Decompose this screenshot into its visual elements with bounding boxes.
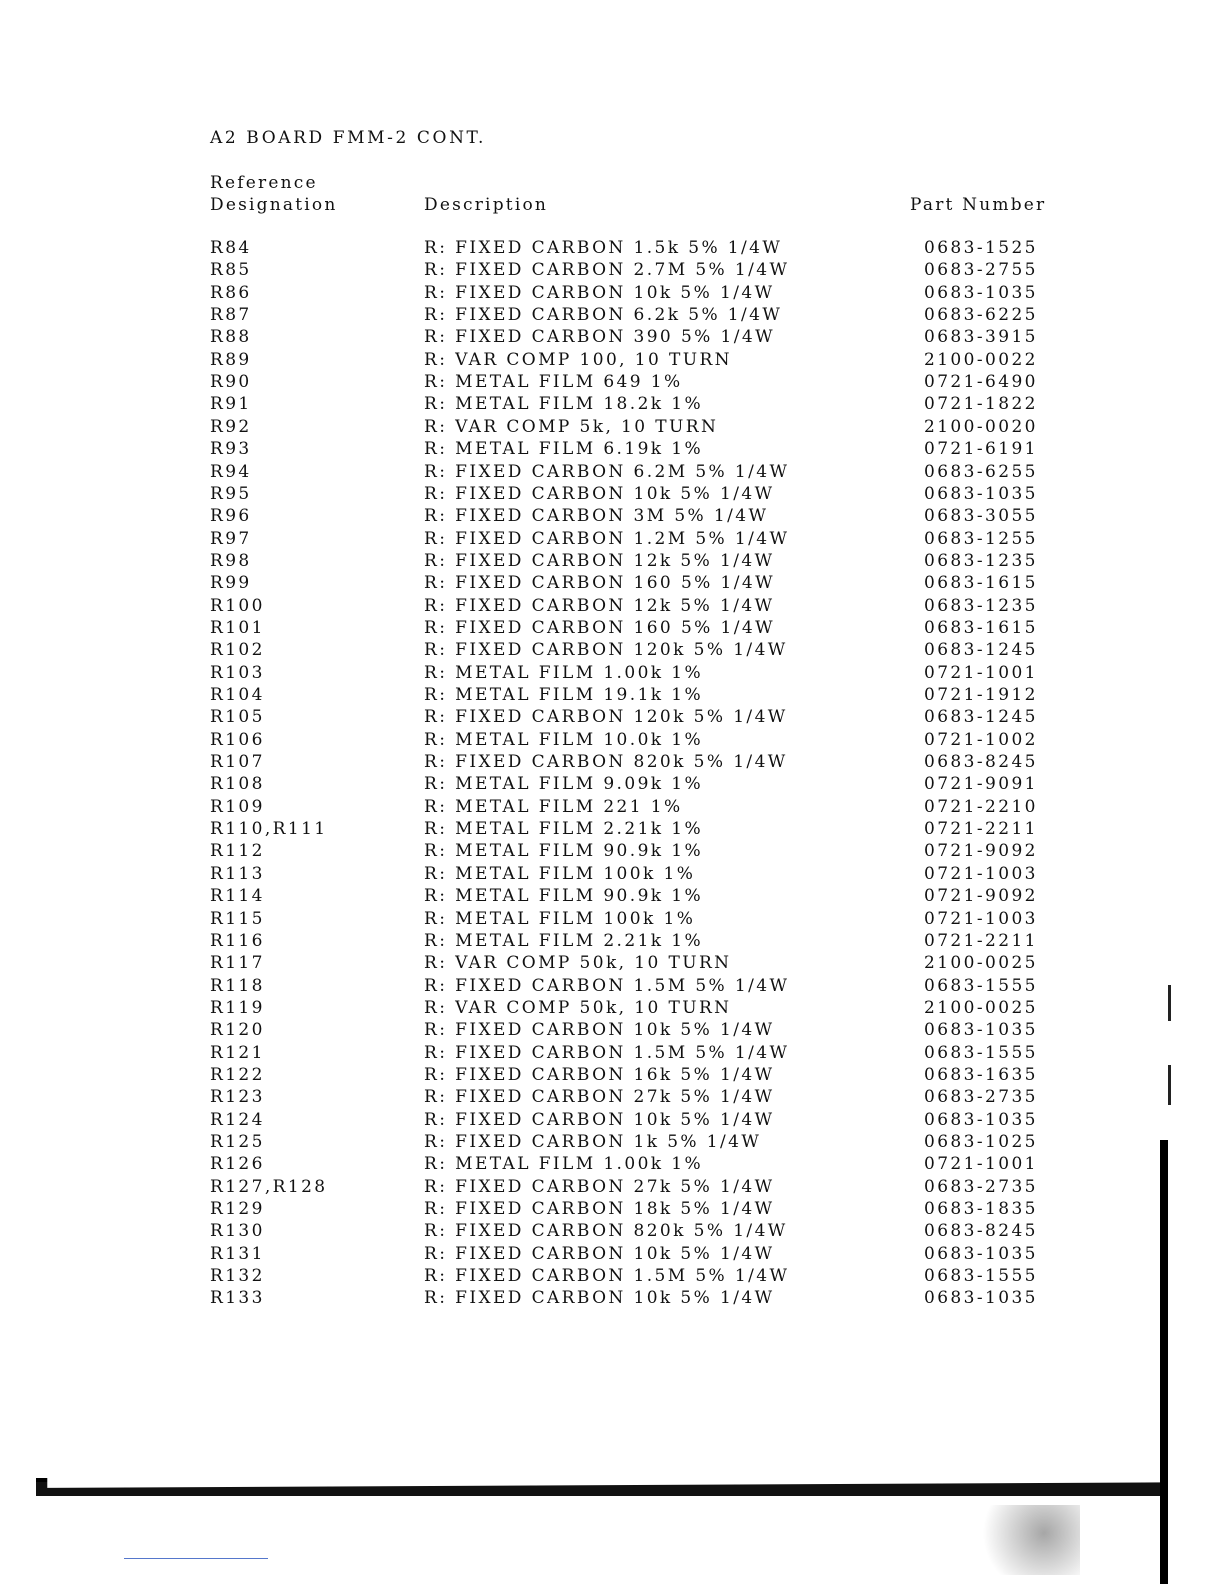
description: R: FIXED CARBON 27k 5% 1/4W bbox=[424, 1087, 775, 1107]
ref-designation: R87 bbox=[210, 305, 252, 325]
description: R: FIXED CARBON 120k 5% 1/4W bbox=[424, 640, 788, 660]
part-number: 0683-1615 bbox=[924, 573, 1038, 593]
part-number: 0721-1822 bbox=[924, 394, 1038, 414]
part-number: 2100-0022 bbox=[924, 350, 1038, 370]
part-number: 0683-1235 bbox=[924, 596, 1038, 616]
ref-designation: R101 bbox=[210, 618, 265, 638]
part-number: 0683-1635 bbox=[924, 1065, 1038, 1085]
ref-designation: R94 bbox=[210, 462, 252, 482]
description: R: METAL FILM 2.21k 1% bbox=[424, 931, 704, 951]
part-number: 0683-1035 bbox=[924, 283, 1038, 303]
table-row bbox=[0, 730, 1224, 752]
part-number: 0721-6191 bbox=[924, 439, 1038, 459]
part-number: 0683-1555 bbox=[924, 976, 1038, 996]
description: R: METAL FILM 90.9k 1% bbox=[424, 841, 704, 861]
description: R: FIXED CARBON 820k 5% 1/4W bbox=[424, 1221, 788, 1241]
ref-designation: R103 bbox=[210, 663, 265, 683]
part-number: 0683-1555 bbox=[924, 1043, 1038, 1063]
part-number: 0683-1035 bbox=[924, 1288, 1038, 1308]
ref-designation: R100 bbox=[210, 596, 265, 616]
description: R: FIXED CARBON 1.5k 5% 1/4W bbox=[424, 238, 783, 258]
description: R: METAL FILM 10.0k 1% bbox=[424, 730, 704, 750]
ref-designation: R90 bbox=[210, 372, 252, 392]
ref-designation: R110,R111 bbox=[210, 819, 328, 839]
ref-designation: R91 bbox=[210, 394, 252, 414]
part-number: 0721-9092 bbox=[924, 886, 1038, 906]
part-number: 0683-1555 bbox=[924, 1266, 1038, 1286]
part-number: 0683-1035 bbox=[924, 484, 1038, 504]
scan-artifact-mark bbox=[1168, 985, 1171, 1021]
table-row bbox=[0, 462, 1224, 484]
table-row bbox=[0, 596, 1224, 618]
part-number: 0683-3055 bbox=[924, 506, 1038, 526]
description: R: FIXED CARBON 3M 5% 1/4W bbox=[424, 506, 769, 526]
description: R: FIXED CARBON 12k 5% 1/4W bbox=[424, 596, 775, 616]
table-row bbox=[0, 953, 1224, 975]
part-number: 0683-6255 bbox=[924, 462, 1038, 482]
column-header-part-number: Part Number bbox=[910, 195, 1047, 215]
ref-designation: R116 bbox=[210, 931, 265, 951]
ref-designation: R123 bbox=[210, 1087, 265, 1107]
table-row bbox=[0, 260, 1224, 282]
description: R: VAR COMP 50k, 10 TURN bbox=[424, 998, 732, 1018]
ref-designation: R96 bbox=[210, 506, 252, 526]
description: R: FIXED CARBON 1.5M 5% 1/4W bbox=[424, 1043, 790, 1063]
column-header-reference: Reference bbox=[210, 173, 318, 193]
part-number: 0683-3915 bbox=[924, 327, 1038, 347]
ref-designation: R99 bbox=[210, 573, 252, 593]
description: R: FIXED CARBON 10k 5% 1/4W bbox=[424, 283, 775, 303]
part-number: 0683-2755 bbox=[924, 260, 1038, 280]
ref-designation: R129 bbox=[210, 1199, 265, 1219]
table-row bbox=[0, 1177, 1224, 1199]
description: R: FIXED CARBON 160 5% 1/4W bbox=[424, 618, 775, 638]
description: R: FIXED CARBON 27k 5% 1/4W bbox=[424, 1177, 775, 1197]
table-row bbox=[0, 439, 1224, 461]
table-row bbox=[0, 238, 1224, 260]
ref-designation: R119 bbox=[210, 998, 265, 1018]
description: R: FIXED CARBON 10k 5% 1/4W bbox=[424, 484, 775, 504]
ref-designation: R125 bbox=[210, 1132, 265, 1152]
description: R: METAL FILM 9.09k 1% bbox=[424, 774, 704, 794]
ref-designation: R122 bbox=[210, 1065, 265, 1085]
description: R: METAL FILM 6.19k 1% bbox=[424, 439, 704, 459]
part-number: 0721-1003 bbox=[924, 909, 1038, 929]
table-row bbox=[0, 819, 1224, 841]
scan-artifact-speckle bbox=[960, 1505, 1080, 1575]
description: R: VAR COMP 5k, 10 TURN bbox=[424, 417, 719, 437]
description: R: FIXED CARBON 2.7M 5% 1/4W bbox=[424, 260, 790, 280]
ref-designation: R97 bbox=[210, 529, 252, 549]
part-number: 0683-1525 bbox=[924, 238, 1038, 258]
description: R: METAL FILM 649 1% bbox=[424, 372, 683, 392]
table-row bbox=[0, 1221, 1224, 1243]
ref-designation: R102 bbox=[210, 640, 265, 660]
ref-designation: R86 bbox=[210, 283, 252, 303]
description: R: METAL FILM 90.9k 1% bbox=[424, 886, 704, 906]
ref-designation: R88 bbox=[210, 327, 252, 347]
table-row bbox=[0, 1244, 1224, 1266]
table-row bbox=[0, 283, 1224, 305]
table-row bbox=[0, 350, 1224, 372]
description: R: VAR COMP 50k, 10 TURN bbox=[424, 953, 732, 973]
ref-designation: R89 bbox=[210, 350, 252, 370]
column-header-description: Description bbox=[424, 195, 549, 215]
table-row bbox=[0, 931, 1224, 953]
table-row bbox=[0, 752, 1224, 774]
description: R: FIXED CARBON 16k 5% 1/4W bbox=[424, 1065, 775, 1085]
description: R: METAL FILM 1.00k 1% bbox=[424, 1154, 704, 1174]
part-number: 0683-1615 bbox=[924, 618, 1038, 638]
part-number: 2100-0025 bbox=[924, 998, 1038, 1018]
table-row bbox=[0, 640, 1224, 662]
part-number: 0721-9091 bbox=[924, 774, 1038, 794]
table-row bbox=[0, 1132, 1224, 1154]
table-row bbox=[0, 372, 1224, 394]
description: R: METAL FILM 2.21k 1% bbox=[424, 819, 704, 839]
part-number: 0683-2735 bbox=[924, 1087, 1038, 1107]
part-number: 0721-9092 bbox=[924, 841, 1038, 861]
table-row bbox=[0, 1154, 1224, 1176]
ref-designation: R118 bbox=[210, 976, 265, 996]
ref-designation: R109 bbox=[210, 797, 265, 817]
table-row bbox=[0, 305, 1224, 327]
ref-designation: R112 bbox=[210, 841, 265, 861]
page-title: A2 BOARD FMM-2 CONT. bbox=[210, 128, 486, 148]
part-number: 0721-6490 bbox=[924, 372, 1038, 392]
ref-designation: R98 bbox=[210, 551, 252, 571]
description: R: METAL FILM 19.1k 1% bbox=[424, 685, 704, 705]
ref-designation: R108 bbox=[210, 774, 265, 794]
part-number: 0721-1912 bbox=[924, 685, 1038, 705]
table-row bbox=[0, 417, 1224, 439]
table-row bbox=[0, 1266, 1224, 1288]
part-number: 0721-2211 bbox=[924, 819, 1038, 839]
description: R: FIXED CARBON 6.2k 5% 1/4W bbox=[424, 305, 783, 325]
table-row bbox=[0, 1199, 1224, 1221]
ref-designation: R115 bbox=[210, 909, 265, 929]
part-number: 0683-1835 bbox=[924, 1199, 1038, 1219]
description: R: FIXED CARBON 120k 5% 1/4W bbox=[424, 707, 788, 727]
description: R: METAL FILM 100k 1% bbox=[424, 864, 696, 884]
part-number: 0721-1002 bbox=[924, 730, 1038, 750]
table-row bbox=[0, 663, 1224, 685]
ref-designation: R124 bbox=[210, 1110, 265, 1130]
table-row bbox=[0, 685, 1224, 707]
column-header-designation: Designation bbox=[210, 195, 338, 215]
table-row bbox=[0, 774, 1224, 796]
ref-designation: R106 bbox=[210, 730, 265, 750]
description: R: FIXED CARBON 10k 5% 1/4W bbox=[424, 1244, 775, 1264]
table-row bbox=[0, 1043, 1224, 1065]
table-row bbox=[0, 886, 1224, 908]
description: R: FIXED CARBON 6.2M 5% 1/4W bbox=[424, 462, 790, 482]
scan-artifact-mark bbox=[1168, 1065, 1171, 1105]
table-row bbox=[0, 1087, 1224, 1109]
ref-designation: R104 bbox=[210, 685, 265, 705]
part-number: 2100-0020 bbox=[924, 417, 1038, 437]
ref-designation: R114 bbox=[210, 886, 265, 906]
ref-designation: R132 bbox=[210, 1266, 265, 1286]
part-number: 0683-1245 bbox=[924, 640, 1038, 660]
ref-designation: R121 bbox=[210, 1043, 265, 1063]
part-number: 0683-2735 bbox=[924, 1177, 1038, 1197]
scan-artifact-bar bbox=[36, 1478, 1164, 1500]
table-row bbox=[0, 1020, 1224, 1042]
description: R: FIXED CARBON 820k 5% 1/4W bbox=[424, 752, 788, 772]
ref-designation: R120 bbox=[210, 1020, 265, 1040]
description: R: FIXED CARBON 10k 5% 1/4W bbox=[424, 1020, 775, 1040]
ref-designation: R92 bbox=[210, 417, 252, 437]
part-number: 0683-1035 bbox=[924, 1244, 1038, 1264]
part-number: 0683-8245 bbox=[924, 1221, 1038, 1241]
ref-designation: R130 bbox=[210, 1221, 265, 1241]
ref-designation: R107 bbox=[210, 752, 265, 772]
table-row bbox=[0, 841, 1224, 863]
table-row bbox=[0, 976, 1224, 998]
table-row bbox=[0, 551, 1224, 573]
part-number: 0683-1025 bbox=[924, 1132, 1038, 1152]
ref-designation: R117 bbox=[210, 953, 265, 973]
table-row bbox=[0, 1288, 1224, 1310]
table-row bbox=[0, 998, 1224, 1020]
ref-designation: R131 bbox=[210, 1244, 265, 1264]
part-number: 0683-1035 bbox=[924, 1110, 1038, 1130]
ref-designation: R85 bbox=[210, 260, 252, 280]
part-number: 0721-1003 bbox=[924, 864, 1038, 884]
ref-designation: R133 bbox=[210, 1288, 265, 1308]
table-row bbox=[0, 1110, 1224, 1132]
description: R: FIXED CARBON 10k 5% 1/4W bbox=[424, 1288, 775, 1308]
description: R: FIXED CARBON 12k 5% 1/4W bbox=[424, 551, 775, 571]
table-row bbox=[0, 327, 1224, 349]
part-number: 0721-2210 bbox=[924, 797, 1038, 817]
ref-designation: R127,R128 bbox=[210, 1177, 328, 1197]
part-number: 0721-1001 bbox=[924, 1154, 1038, 1174]
table-row bbox=[0, 573, 1224, 595]
part-number: 0683-1235 bbox=[924, 551, 1038, 571]
ref-designation: R113 bbox=[210, 864, 265, 884]
table-row bbox=[0, 797, 1224, 819]
part-number: 0683-1255 bbox=[924, 529, 1038, 549]
part-number: 0721-2211 bbox=[924, 931, 1038, 951]
scan-artifact-edge bbox=[1160, 1140, 1168, 1584]
table-row bbox=[0, 864, 1224, 886]
footer-rule bbox=[124, 1558, 268, 1559]
table-row bbox=[0, 394, 1224, 416]
table-row bbox=[0, 707, 1224, 729]
table-row bbox=[0, 484, 1224, 506]
table-row bbox=[0, 529, 1224, 551]
description: R: METAL FILM 100k 1% bbox=[424, 909, 696, 929]
description: R: FIXED CARBON 1k 5% 1/4W bbox=[424, 1132, 762, 1152]
part-number: 0721-1001 bbox=[924, 663, 1038, 683]
part-number: 0683-8245 bbox=[924, 752, 1038, 772]
part-number: 0683-6225 bbox=[924, 305, 1038, 325]
ref-designation: R95 bbox=[210, 484, 252, 504]
description: R: METAL FILM 221 1% bbox=[424, 797, 683, 817]
ref-designation: R93 bbox=[210, 439, 252, 459]
description: R: FIXED CARBON 10k 5% 1/4W bbox=[424, 1110, 775, 1130]
description: R: FIXED CARBON 160 5% 1/4W bbox=[424, 573, 775, 593]
description: R: FIXED CARBON 18k 5% 1/4W bbox=[424, 1199, 775, 1219]
description: R: METAL FILM 1.00k 1% bbox=[424, 663, 704, 683]
description: R: FIXED CARBON 1.5M 5% 1/4W bbox=[424, 1266, 790, 1286]
description: R: FIXED CARBON 390 5% 1/4W bbox=[424, 327, 775, 347]
ref-designation: R84 bbox=[210, 238, 252, 258]
description: R: FIXED CARBON 1.2M 5% 1/4W bbox=[424, 529, 790, 549]
table-row bbox=[0, 1065, 1224, 1087]
part-number: 0683-1245 bbox=[924, 707, 1038, 727]
description: R: FIXED CARBON 1.5M 5% 1/4W bbox=[424, 976, 790, 996]
part-number: 2100-0025 bbox=[924, 953, 1038, 973]
table-row bbox=[0, 506, 1224, 528]
table-row bbox=[0, 618, 1224, 640]
ref-designation: R105 bbox=[210, 707, 265, 727]
ref-designation: R126 bbox=[210, 1154, 265, 1174]
description: R: METAL FILM 18.2k 1% bbox=[424, 394, 704, 414]
table-row bbox=[0, 909, 1224, 931]
description: R: VAR COMP 100, 10 TURN bbox=[424, 350, 732, 370]
part-number: 0683-1035 bbox=[924, 1020, 1038, 1040]
